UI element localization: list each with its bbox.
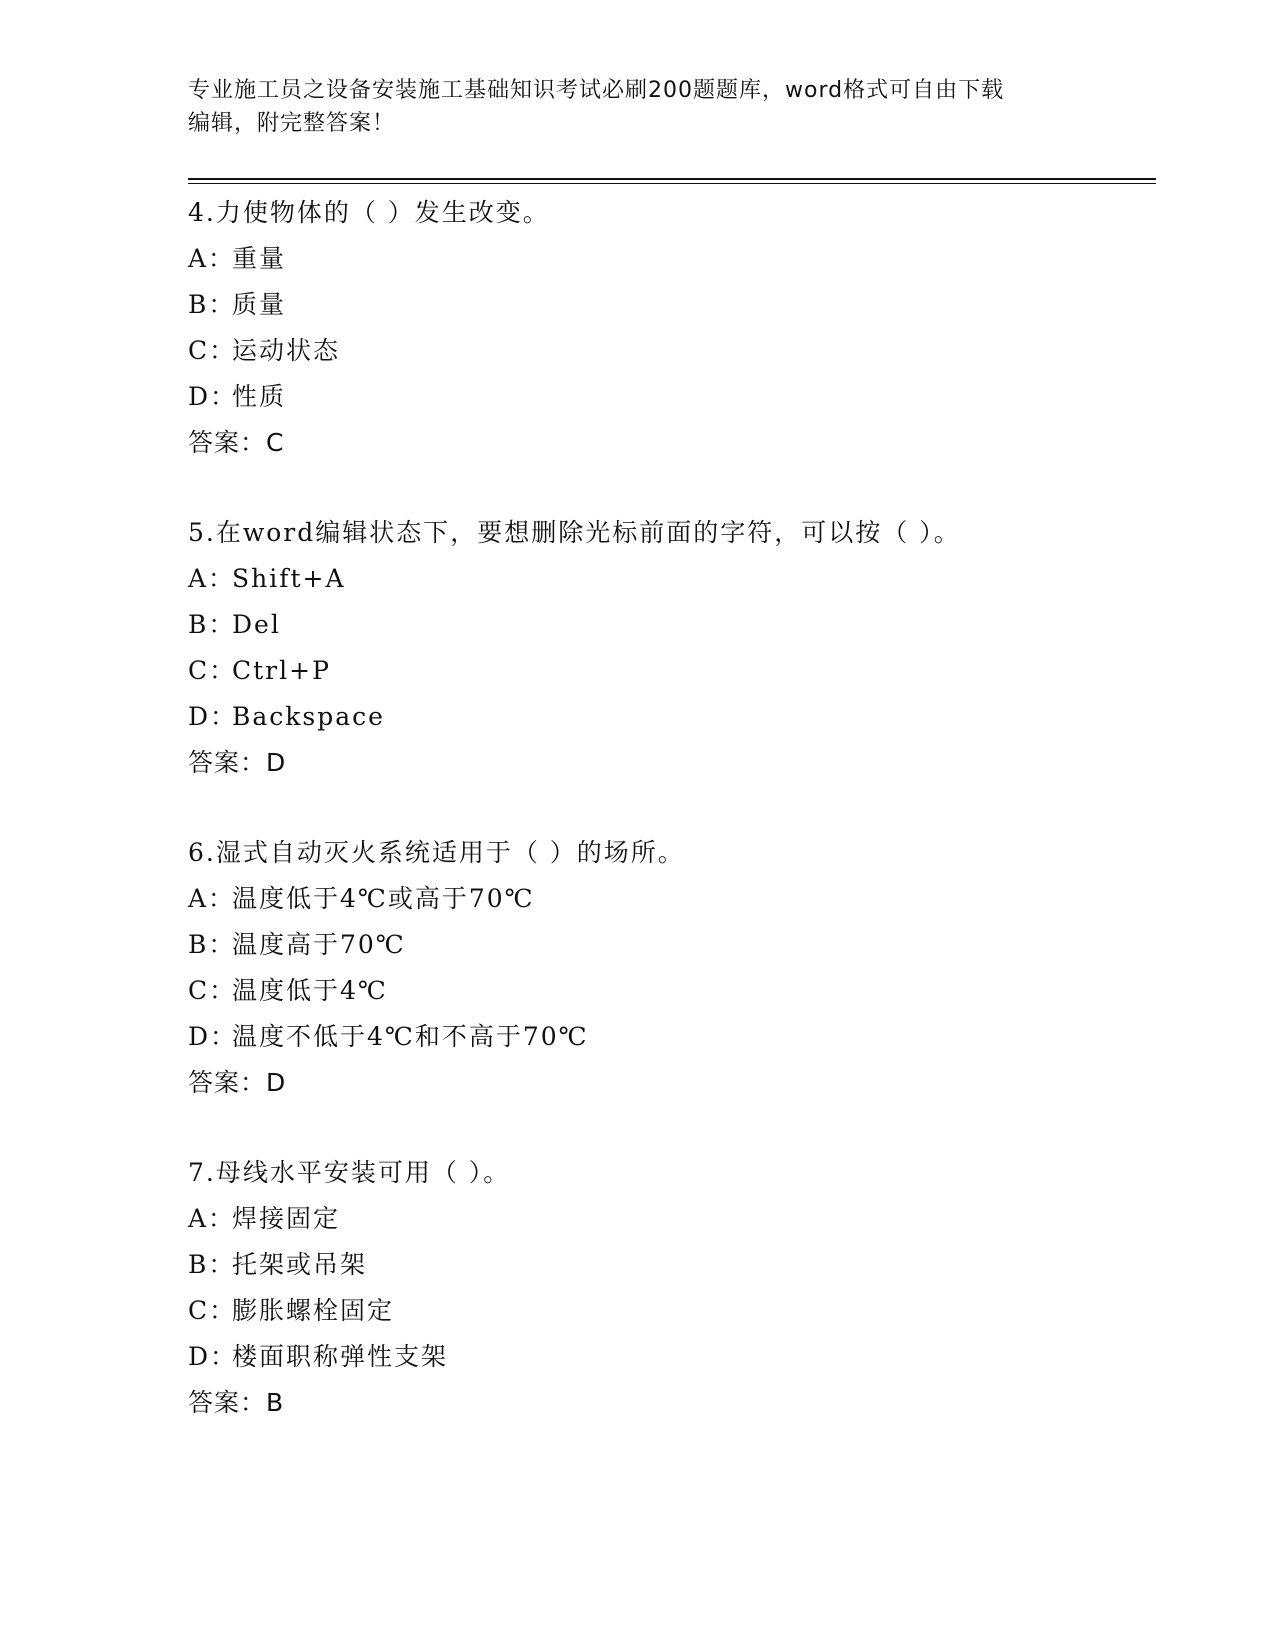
option-c bbox=[188, 968, 1156, 1014]
option-c bbox=[188, 328, 1156, 374]
question-block bbox=[188, 1150, 1156, 1426]
option-key: A： bbox=[188, 244, 236, 273]
answer-text: 答案：D bbox=[188, 1068, 287, 1097]
option-b bbox=[188, 1242, 1156, 1288]
option-text: Ctrl+P bbox=[232, 656, 331, 685]
option-text: 焊接固定 bbox=[232, 1204, 341, 1233]
option-b bbox=[188, 922, 1156, 968]
option-key: D： bbox=[188, 1022, 238, 1051]
option-key: A： bbox=[188, 564, 236, 593]
option-key: A： bbox=[188, 884, 236, 913]
question-list bbox=[188, 190, 1156, 1470]
option-key: A： bbox=[188, 1204, 236, 1233]
option-key: B： bbox=[188, 1250, 236, 1279]
option-key: D： bbox=[188, 382, 238, 411]
option-text: 托架或吊架 bbox=[232, 1250, 368, 1279]
option-key: C： bbox=[188, 336, 237, 365]
option-text: 运动状态 bbox=[232, 336, 341, 365]
option-text: Backspace bbox=[232, 702, 385, 731]
option-key: C： bbox=[188, 1296, 237, 1325]
option-key: C： bbox=[188, 656, 237, 685]
question-text: 4.力使物体的（ ）发生改变。 bbox=[188, 198, 550, 227]
option-c bbox=[188, 648, 1156, 694]
option-d bbox=[188, 1334, 1156, 1380]
question-text: 6.湿式自动灭火系统适用于（ ）的场所。 bbox=[188, 838, 685, 867]
header-title-line-2: 编辑，附完整答案！ bbox=[188, 111, 396, 136]
option-b bbox=[188, 602, 1156, 648]
question-block bbox=[188, 190, 1156, 466]
option-key: D： bbox=[188, 1342, 238, 1371]
option-key: B： bbox=[188, 610, 236, 639]
option-b bbox=[188, 282, 1156, 328]
header-divider-thin bbox=[188, 183, 1156, 184]
answer-text: 答案：B bbox=[188, 1388, 285, 1417]
option-text: 温度低于4℃ bbox=[232, 976, 388, 1005]
option-a bbox=[188, 556, 1156, 602]
question-block bbox=[188, 510, 1156, 786]
option-a bbox=[188, 876, 1156, 922]
option-text: 重量 bbox=[232, 244, 287, 273]
option-d bbox=[188, 694, 1156, 740]
option-text: 温度高于70℃ bbox=[232, 930, 406, 959]
option-c bbox=[188, 1288, 1156, 1334]
option-text: 温度不低于4℃和不高于70℃ bbox=[232, 1022, 589, 1051]
question-block bbox=[188, 830, 1156, 1106]
header-divider-thick bbox=[188, 178, 1156, 180]
answer-text: 答案：D bbox=[188, 748, 287, 777]
option-d bbox=[188, 374, 1156, 420]
option-text: 楼面职称弹性支架 bbox=[232, 1342, 449, 1371]
option-text: 性质 bbox=[232, 382, 287, 411]
option-key: D： bbox=[188, 702, 238, 731]
option-text: Shift+A bbox=[232, 564, 346, 593]
question-text: 7.母线水平安装可用（ ）。 bbox=[188, 1158, 511, 1187]
option-key: B： bbox=[188, 930, 236, 959]
option-a bbox=[188, 236, 1156, 282]
option-key: C： bbox=[188, 976, 237, 1005]
question-text: 5.在word编辑状态下，要想删除光标前面的字符，可以按（ ）。 bbox=[188, 518, 961, 547]
header-title-line-1: 专业施工员之设备安装施工基础知识考试必刷200题题库，word格式可自由下载 bbox=[188, 78, 1005, 103]
answer-text: 答案：C bbox=[188, 428, 285, 457]
option-a bbox=[188, 1196, 1156, 1242]
document-header bbox=[188, 74, 1088, 140]
option-text: 温度低于4℃或高于70℃ bbox=[232, 884, 535, 913]
option-d bbox=[188, 1014, 1156, 1060]
option-key: B： bbox=[188, 290, 236, 319]
option-text: 质量 bbox=[232, 290, 287, 319]
option-text: Del bbox=[232, 610, 281, 639]
option-text: 膨胀螺栓固定 bbox=[232, 1296, 395, 1325]
